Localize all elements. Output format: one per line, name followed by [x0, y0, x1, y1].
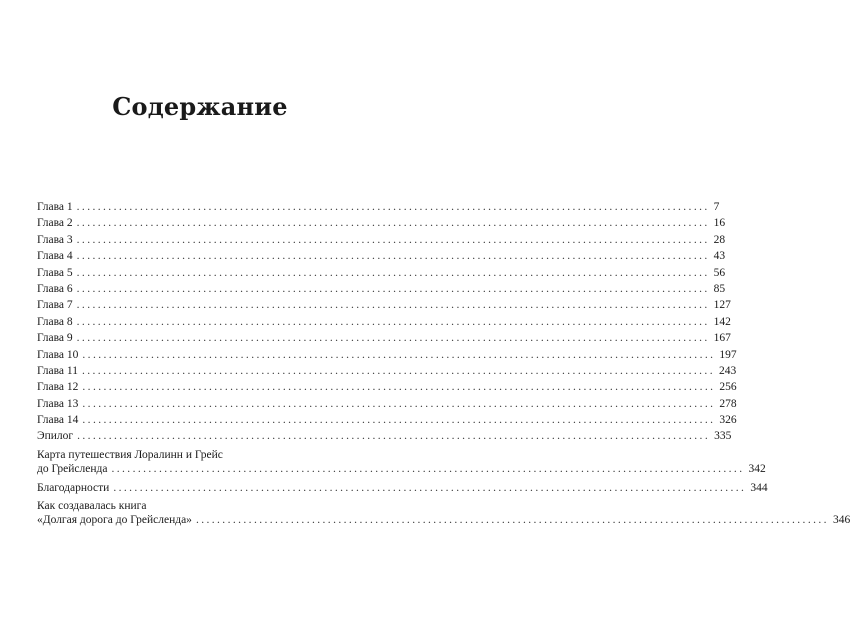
toc-entry-epilogue[interactable]	[37, 428, 732, 444]
toc-leader-dots: ........................................................................................................................	[76, 332, 710, 345]
toc-entry-chapter-3[interactable]	[37, 232, 726, 248]
toc-entry-label: Глава 10	[37, 348, 79, 361]
toc-entry-page: 43	[713, 250, 726, 263]
toc-entry-label: Глава 5	[37, 266, 73, 279]
toc-leader-dots: ........................................................................................................................	[82, 381, 716, 394]
toc-leader-dots: ........................................................................................................................	[111, 462, 745, 475]
toc-leader-dots: ........................................................................................................................	[82, 348, 716, 361]
toc-entry-chapter-12[interactable]	[37, 379, 737, 395]
toc-leader-dots: ........................................................................................................................	[82, 414, 716, 427]
toc-entry-map[interactable]	[37, 448, 766, 476]
toc-entry-label: Глава 13	[37, 397, 79, 410]
toc-entry-page: 335	[714, 430, 732, 443]
toc-entry-label: Глава 4	[37, 250, 73, 263]
toc-entry-page: 142	[713, 315, 731, 328]
toc-leader-dots: ........................................................................................................................	[76, 250, 710, 263]
toc-entry-label-line2: до Грейсленда	[37, 462, 108, 475]
toc-entry-chapter-8[interactable]	[37, 314, 731, 330]
toc-leader-dots: ........................................................................................................................	[76, 299, 710, 312]
toc-entry-label-line2: «Долгая дорога до Грейсленда»	[37, 514, 192, 527]
table-of-contents	[37, 199, 850, 527]
toc-leader-dots: ........................................................................................................................	[82, 397, 716, 410]
toc-entry-label: Благодарности	[37, 481, 110, 494]
toc-leader-dots: ........................................................................................................................	[76, 266, 710, 279]
toc-entry-label: Глава 1	[37, 201, 73, 213]
toc-entry-page: 346	[832, 514, 850, 527]
toc-entry-page: 16	[713, 217, 726, 230]
toc-entry-page: 326	[719, 414, 737, 427]
toc-entry-chapter-13[interactable]	[37, 396, 737, 412]
toc-entry-page: 243	[718, 364, 737, 377]
toc-entry-page: 344	[750, 481, 768, 494]
toc-entry-acknowledgements[interactable]	[37, 480, 768, 496]
toc-entry-page: 127	[713, 299, 731, 312]
toc-entry-chapter-1[interactable]	[37, 199, 720, 215]
toc-entry-chapter-10[interactable]	[37, 347, 737, 363]
toc-leader-dots: ........................................................................................................................	[113, 481, 747, 494]
toc-entry-page: 278	[719, 397, 737, 410]
toc-entry-page: 167	[713, 332, 731, 345]
toc-entry-label: Глава 12	[37, 381, 79, 394]
toc-entry-label-line1: Как создавалась книга	[37, 500, 147, 513]
toc-entry-label: Глава 2	[37, 217, 73, 230]
toc-entry-chapter-4[interactable]	[37, 248, 726, 264]
toc-entry-label: Глава 7	[37, 299, 73, 312]
toc-entry-page: 85	[713, 282, 726, 295]
toc-entry-label: Эпилог	[37, 430, 74, 443]
toc-leader-dots: ........................................................................................................................	[81, 364, 715, 377]
toc-entry-chapter-5[interactable]	[37, 265, 726, 281]
toc-entry-label-line1: Карта путешествия Лоралинн и Грейс	[37, 448, 223, 461]
toc-leader-dots: ........................................................................................................................	[76, 315, 710, 328]
toc-entry-page: 56	[713, 266, 726, 279]
toc-entry-page: 256	[719, 381, 737, 394]
toc-leader-dots: ........................................................................................................................	[76, 201, 710, 213]
toc-leader-dots: ........................................................................................................................	[76, 233, 710, 246]
toc-entry-page: 7	[713, 201, 720, 213]
toc-leader-dots: ........................................................................................................................	[195, 514, 829, 527]
toc-entry-chapter-14[interactable]	[37, 412, 737, 428]
toc-entry-chapter-2[interactable]	[37, 215, 726, 231]
toc-entry-label: Глава 8	[37, 315, 73, 328]
toc-entry-making-of[interactable]	[37, 499, 850, 527]
toc-entry-label: Глава 3	[37, 233, 73, 246]
toc-entry-chapter-11[interactable]	[37, 363, 737, 379]
toc-entry-chapter-9[interactable]	[37, 330, 731, 346]
toc-entry-label: Глава 6	[37, 282, 73, 295]
toc-entry-chapter-7[interactable]	[37, 297, 731, 313]
toc-entry-page: 28	[713, 233, 726, 246]
toc-leader-dots: ........................................................................................................................	[76, 282, 710, 295]
page-title: Содержание	[112, 92, 288, 121]
toc-entry-page: 342	[748, 462, 766, 475]
toc-leader-dots: ........................................................................................................................	[77, 430, 711, 443]
toc-entry-label: Глава 14	[37, 414, 79, 427]
toc-entry-label: Глава 9	[37, 332, 73, 345]
toc-entry-label: Глава 11	[37, 364, 78, 377]
toc-entry-page: 197	[719, 348, 737, 361]
toc-leader-dots: ........................................................................................................................	[76, 217, 710, 230]
toc-entry-chapter-6[interactable]	[37, 281, 726, 297]
